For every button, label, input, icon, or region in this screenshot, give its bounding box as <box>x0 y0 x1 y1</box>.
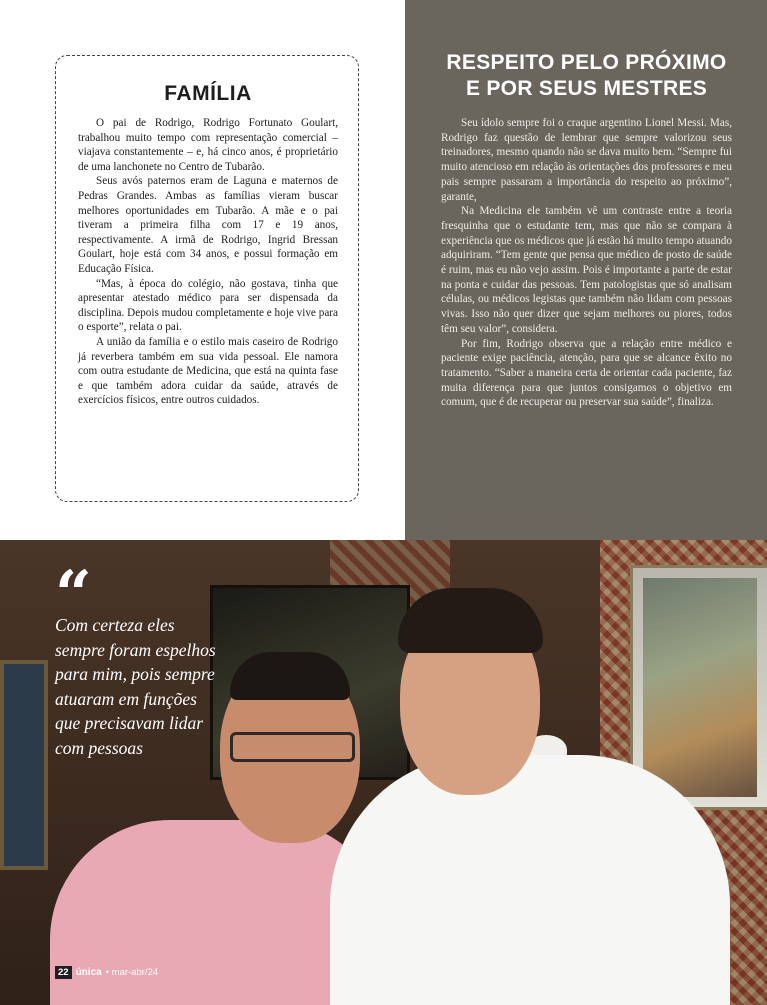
respeito-paragraph: Seu ídolo sempre foi o craque argentino Lionel Messi. Mas, Rodrigo faz questão de lembrar que sempre valorizou seus treinadores, mesmo quando não se dava muito bem. “Sempre fui muito atencioso em relação às orientações dos professores e meu pais sempre passaram a importância do respeito ao próximo”, garante, <box>441 117 732 203</box>
magazine-brand: única <box>75 967 102 978</box>
page-number: 22 <box>55 966 72 979</box>
son-hair <box>398 588 543 653</box>
wall-painting <box>0 660 48 870</box>
pull-quote: Com certeza eles sempre foram espelhos para mim, pois sempre atuaram em funções que precisavam lidar com pessoas <box>55 615 216 758</box>
quote-mark-icon: “ <box>55 557 92 632</box>
son-figure <box>330 755 730 1005</box>
photo-father-and-son <box>0 540 767 1005</box>
familia-paragraph: A união da família e o estilo mais caseiro de Rodrigo já reverbera também em sua vida pessoal. Ele namora com outra estudante de Medicina, que está na quinta fase e que também adora cuidar da saúde, através de exercícios físicos, entre outros cuidados. <box>78 335 338 407</box>
respeito-body <box>441 116 732 410</box>
father-hair <box>230 652 350 700</box>
respeito-paragraph: Na Medicina ele também vê um contraste entre a teoria fresquinha que o estudante tem, mas que não se compara à experiência que os médicos que já estão há muito tempo atuando adquiriram. “Tem gente que pensa que médico de posto de saúde é ruim, mas eu não vejo assim. Pois é importante a parte de estar na ponta e cuidar das pessoas. Tem patologistas que só analisam células, ou médicos legistas que também não lidam com pessoas vivas. Isso não quer dizer que sejam melhores ou piores, todos têm seu valor”, considera. <box>441 205 732 335</box>
issue-date: • mar-abr/24 <box>105 967 159 978</box>
respeito-title: RESPEITO PELO PRÓXIMO E POR SEUS MESTRES <box>446 51 727 100</box>
familia-paragraph: O pai de Rodrigo, Rodrigo Fortunato Goulart, trabalhou muito tempo com representação comercial – viajava constantemente – e, há cinco anos, é proprietário de uma lanchonete no Centro de Tubarão. <box>78 117 338 173</box>
page-footer <box>55 966 158 979</box>
familia-body <box>78 116 338 408</box>
familia-box <box>55 55 359 502</box>
respeito-paragraph: Por fim, Rodrigo observa que a relação entre médico e paciente exige paciência, atenção, para que se alcance êxito no tratamento. “Saber a maneira certa de orientar cada paciente, faz muita diferença para que juntos consigamos o objetivo em comum, que é de recuperar ou preservar sua saúde”, finaliza. <box>441 337 732 409</box>
familia-paragraph: “Mas, à época do colégio, não gostava, tinha que apresentar atestado médico para ser dispensada da disciplina. Depois mudou completamente e hoje vive para o esporte”, relata o pai. <box>78 277 338 334</box>
familia-section <box>0 0 405 540</box>
glasses-icon <box>230 732 355 762</box>
respeito-section <box>405 0 767 540</box>
familia-title: FAMÍLIA <box>164 82 252 105</box>
familia-paragraph: Seus avós paternos eram de Laguna e maternos de Pedras Grandes. Ambas as famílias vieram buscar melhores oportunidades em Tubarão. A mãe e o pai tiveram a primeira filha com 17 e 19 anos, respectivamente. A irmã de Rodrigo, Ingrid Bressan Goulart, hoje está com 34 anos, e possui formação em Educação Física. <box>78 175 338 275</box>
